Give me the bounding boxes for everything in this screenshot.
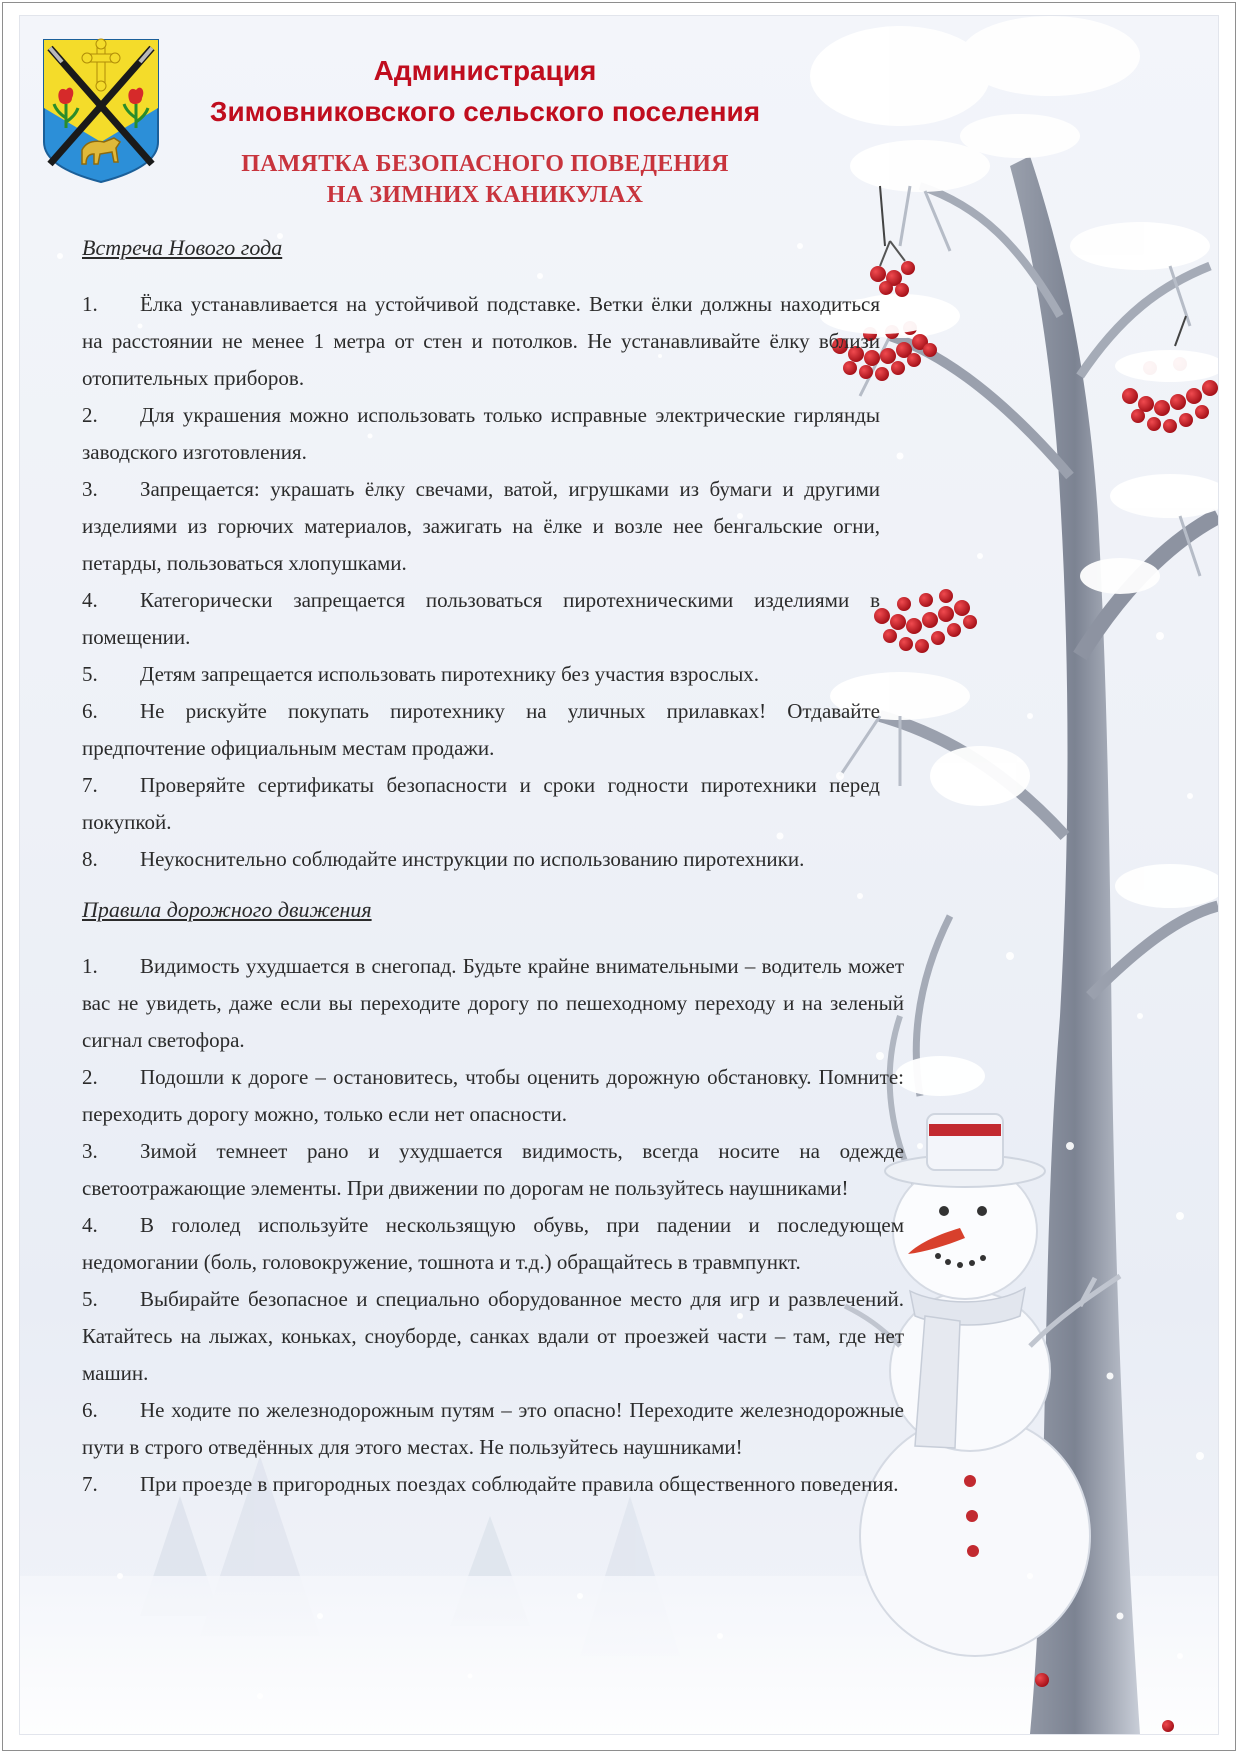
item-text: Выбирайте безопасное и специально оборудованное место для игр и развлечений. Катайтесь на лыжах, коньках, сноуборде, санках вдали от проезжей части – там, где нет машин. bbox=[82, 1287, 904, 1385]
list-item bbox=[82, 1466, 904, 1503]
section-heading-new-year: Встреча Нового года bbox=[82, 235, 283, 260]
item-number: 1. bbox=[82, 954, 98, 978]
item-number: 3. bbox=[82, 1139, 98, 1163]
section-heading-traffic-rules: Правила дорожного движения bbox=[82, 897, 372, 922]
item-number: 5. bbox=[82, 1287, 98, 1311]
item-number: 7. bbox=[82, 1472, 98, 1496]
administration-title bbox=[170, 50, 800, 132]
item-number: 7. bbox=[82, 773, 98, 797]
item-text: Зимой темнеет рано и ухудшается видимость, всегда носите на одежде светоотражающие элементы. При движении по дорогам не пользуйтесь наушниками! bbox=[82, 1139, 904, 1200]
list-item bbox=[82, 1392, 904, 1466]
item-text: Неукоснительно соблюдайте инструкции по использованию пиротехники. bbox=[140, 847, 805, 871]
list-item bbox=[82, 1281, 904, 1392]
item-text: Не ходите по железнодорожным путям – это опасно! Переходите железнодорожные пути в строго отведённых для этого местах. Не пользуйтесь наушниками! bbox=[82, 1398, 904, 1459]
memo-content bbox=[82, 229, 904, 1503]
item-number: 4. bbox=[82, 1213, 98, 1237]
administration-title-line1: Администрация bbox=[373, 55, 597, 86]
list-item bbox=[82, 397, 880, 471]
item-number: 8. bbox=[82, 847, 98, 871]
item-number: 6. bbox=[82, 1398, 98, 1422]
item-text: Для украшения можно использовать только исправные электрические гирлянды заводского изготовления. bbox=[82, 403, 880, 464]
item-number: 3. bbox=[82, 477, 98, 501]
item-text: Подошли к дороге – остановитесь, чтобы оценить дорожную обстановку. Помните: переходить дорогу можно, только если нет опасности. bbox=[82, 1065, 904, 1126]
coat-of-arms-icon bbox=[42, 38, 160, 184]
list-item bbox=[82, 582, 880, 656]
traffic-rules-list bbox=[82, 948, 904, 1503]
list-item bbox=[82, 471, 880, 582]
item-text: В гололед используйте нескользящую обувь, при падении и последующем недомогании (боль, головокружение, тошнота и т.д.) обращайтесь в травмпункт. bbox=[82, 1213, 904, 1274]
item-text: Категорически запрещается пользоваться пиротехническими изделиями в помещении. bbox=[82, 588, 880, 649]
list-item bbox=[82, 693, 880, 767]
list-item bbox=[82, 286, 880, 397]
new-year-rules-list bbox=[82, 286, 880, 878]
list-item bbox=[82, 1207, 904, 1281]
item-number: 4. bbox=[82, 588, 98, 612]
administration-title-line2: Зимовниковского сельского поселения bbox=[209, 96, 761, 127]
list-item bbox=[82, 1133, 904, 1207]
item-text: Видимость ухудшается в снегопад. Будьте крайне внимательными – водитель может вас не увидеть, даже если вы переходите дорогу по пешеходному переходу и на зеленый сигнал светофора. bbox=[82, 954, 904, 1052]
memo-title bbox=[170, 149, 800, 211]
item-number: 5. bbox=[82, 662, 98, 686]
memo-page bbox=[20, 16, 1218, 1734]
memo-title-line1: ПАМЯТКА БЕЗОПАСНОГО ПОВЕДЕНИЯ bbox=[241, 151, 729, 177]
list-item bbox=[82, 948, 904, 1059]
list-item bbox=[82, 841, 880, 878]
memo-title-line2: НА ЗИМНИХ КАНИКУЛАХ bbox=[326, 182, 644, 208]
item-text: Не рискуйте покупать пиротехнику на уличных прилавках! Отдавайте предпочтение официальным местам продажи. bbox=[82, 699, 880, 760]
item-number: 2. bbox=[82, 403, 98, 427]
item-text: Проверяйте сертификаты безопасности и сроки годности пиротехники перед покупкой. bbox=[82, 773, 880, 834]
item-number: 6. bbox=[82, 699, 98, 723]
item-text: При проезде в пригородных поездах соблюдайте правила общественного поведения. bbox=[140, 1472, 899, 1496]
list-item bbox=[82, 1059, 904, 1133]
list-item bbox=[82, 656, 880, 693]
item-text: Ёлка устанавливается на устойчивой подставке. Ветки ёлки должны находиться на расстоянии не менее 1 метра от стен и потолков. Не устанавливайте ёлку вблизи отопительных приборов. bbox=[82, 292, 880, 390]
item-text: Детям запрещается использовать пиротехнику без участия взрослых. bbox=[140, 662, 760, 686]
item-number: 1. bbox=[82, 292, 98, 316]
item-number: 2. bbox=[82, 1065, 98, 1089]
item-text: Запрещается: украшать ёлку свечами, ватой, игрушками из бумаги и другими изделиями из горючих материалов, зажигать на ёлке и возле нее бенгальские огни, петарды, пользоваться хлопушками. bbox=[82, 477, 880, 575]
list-item bbox=[82, 767, 880, 841]
